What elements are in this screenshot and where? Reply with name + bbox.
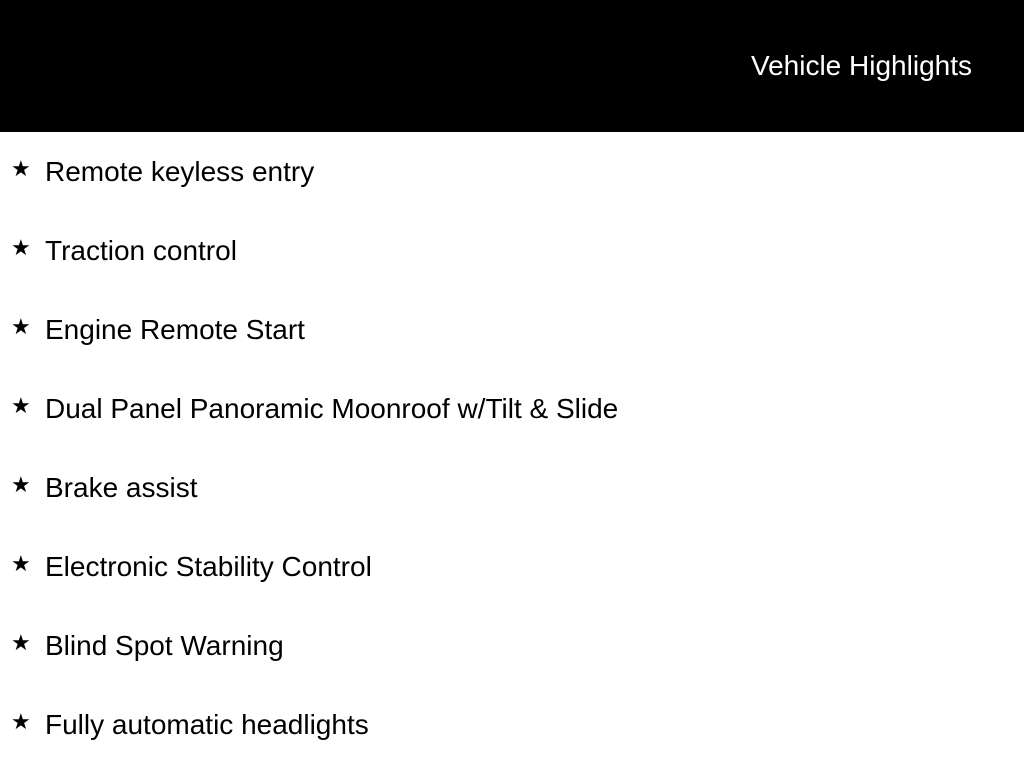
feature-label: Blind Spot Warning	[45, 630, 284, 661]
list-item	[0, 448, 1024, 527]
feature-label: Electronic Stability Control	[45, 551, 372, 582]
list-item	[0, 369, 1024, 448]
feature-label: Remote keyless entry	[45, 156, 315, 187]
feature-label: Fully automatic headlights	[45, 709, 369, 740]
page-title: Vehicle Highlights	[750, 50, 972, 81]
feature-label: Engine Remote Start	[45, 314, 305, 345]
list-item	[0, 290, 1024, 369]
list-item	[0, 527, 1024, 606]
list-item	[0, 211, 1024, 290]
feature-label: Traction control	[45, 235, 237, 266]
feature-list	[0, 132, 1024, 764]
star-icon: ★	[11, 314, 31, 339]
header-bar	[0, 0, 1024, 132]
star-icon: ★	[11, 393, 31, 418]
list-item	[0, 606, 1024, 685]
feature-label: Dual Panel Panoramic Moonroof w/Tilt & Slide	[45, 393, 619, 424]
list-item	[0, 685, 1024, 764]
star-icon: ★	[11, 235, 31, 260]
star-icon: ★	[11, 630, 31, 655]
feature-label: Brake assist	[45, 472, 198, 503]
list-item	[0, 132, 1024, 211]
star-icon: ★	[11, 551, 31, 576]
star-icon: ★	[11, 156, 31, 181]
star-icon: ★	[11, 709, 31, 734]
star-icon: ★	[11, 472, 31, 497]
